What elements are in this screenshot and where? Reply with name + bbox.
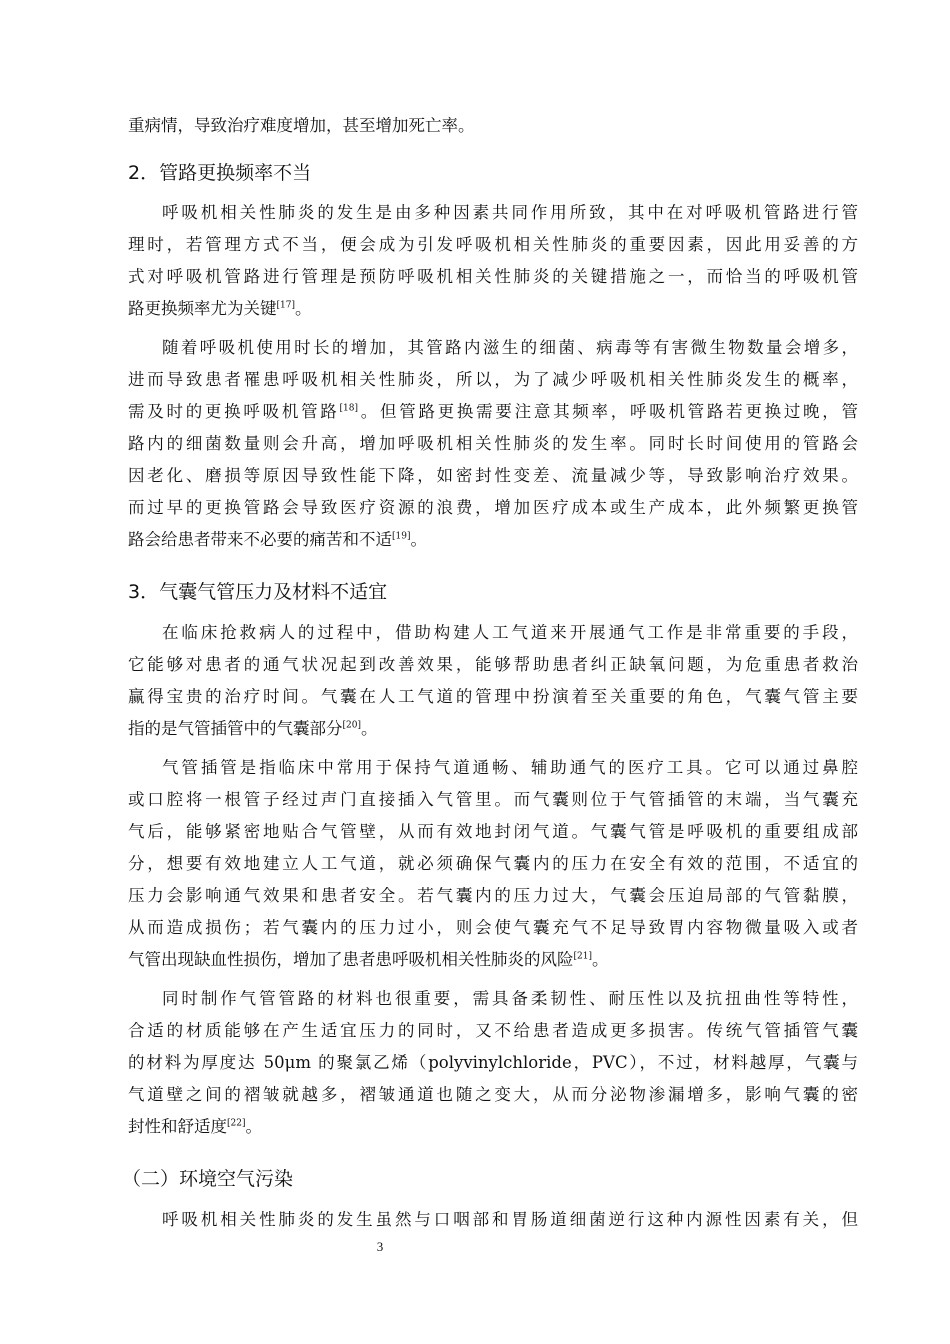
- paragraph-first-line: 呼吸机相关性肺炎的发生是由多种因素共同作用所致，其中在对呼吸机管路进行管: [162, 203, 858, 222]
- paragraph-first-line: 在临床抢救病人的过程中，借助构建人工气道来开展通气工作是非常重要的手段，: [162, 623, 858, 642]
- paragraph-first-line: 同时制作气管管路的材料也很重要，需具备柔韧性、耐压性以及抗扭曲性等特性，: [162, 989, 858, 1008]
- citation-ref: [17]: [276, 300, 295, 311]
- line-text-after: 。但管路更换需要注意其频率，呼吸机管路若更换过晚，管: [358, 402, 859, 421]
- page-number: 3: [376, 1239, 384, 1254]
- citation-ref: [22]: [227, 1118, 246, 1129]
- paragraph-line: [128, 400, 858, 424]
- paragraph-first-line: 呼吸机相关性肺炎的发生虽然与口咽部和胃肠道细菌逆行这种内源性因素有关，但: [162, 1210, 858, 1229]
- citation-ref: [19]: [392, 531, 411, 542]
- paragraph-line: 气后，能够紧密地贴合气管壁，从而有效地封闭气道。气囊气管是呼吸机的重要组成部: [128, 822, 858, 841]
- paragraph-line: 式对呼吸机管路进行管理是预防呼吸机相关性肺炎的关键措施之一，而恰当的呼吸机管: [128, 267, 858, 286]
- subsection-heading: 2．管路更换频率不当: [128, 162, 312, 184]
- line-text-after: 。: [591, 950, 609, 969]
- citation-ref: [21]: [573, 951, 592, 962]
- paragraph-line: 它能够对患者的通气状况起到改善效果，能够帮助患者纠正缺氧问题，为危重患者救治: [128, 655, 858, 674]
- paragraph-line: 或口腔将一根管子经过声门直接插入气管里。而气囊则位于气管插管的末端，当气囊充: [128, 790, 858, 809]
- paragraph-line: [128, 528, 858, 552]
- line-text: 路会给患者带来不必要的痛苦和不适: [128, 530, 392, 549]
- section-heading: （二）环境空气污染: [122, 1168, 294, 1190]
- line-text: 指的是气管插管中的气囊部分: [128, 719, 343, 738]
- line-text-after: 。: [245, 1117, 262, 1136]
- subsection-heading: 3．气囊气管压力及材料不适宜: [128, 581, 388, 603]
- line-text-after: 。: [294, 299, 312, 318]
- line-text: 封性和舒适度: [128, 1117, 227, 1136]
- line-text-after: 。: [410, 530, 427, 549]
- paragraph-line: 气道壁之间的褶皱就越多，褶皱通道也随之变大，从而分泌物渗漏增多，影响气囊的密: [128, 1085, 858, 1104]
- paragraph-line: 赢得宝贵的治疗时间。气囊在人工气道的管理中扮演着至关重要的角色，气囊气管主要: [128, 687, 858, 706]
- paragraph-line: 而过早的更换管路会导致医疗资源的浪费，增加医疗成本或生产成本，此外频繁更换管: [128, 498, 858, 517]
- paragraph-line: 进而导致患者罹患呼吸机相关性肺炎，所以，为了减少呼吸机相关性肺炎发生的概率，: [128, 370, 858, 389]
- paragraph-line: [128, 297, 858, 321]
- citation-ref: [18]: [339, 403, 359, 414]
- line-text-after: 。: [360, 719, 378, 738]
- paragraph-line: 的材料为厚度达 50μm 的聚氯乙烯（polyvinylchloride，PVC），不过，材料越厚，气囊与: [128, 1053, 858, 1072]
- paragraph-line: [128, 717, 858, 741]
- paragraph-line: 压力会影响通气效果和患者安全。若气囊内的压力过大，气囊会压迫局部的气管黏膜，: [128, 886, 858, 905]
- paragraph-line: [128, 948, 858, 972]
- paragraph-line: 因老化、磨损等原因导致性能下降，如密封性变差、流量减少等，导致影响治疗效果。: [128, 466, 858, 485]
- line-text: 需及时的更换呼吸机管路: [128, 402, 340, 421]
- paragraph-line: 重病情，导致治疗难度增加，甚至增加死亡率。: [128, 116, 475, 135]
- citation-ref: [20]: [342, 720, 361, 731]
- paragraph-line: 合适的材质能够在产生适宜压力的同时，又不给患者造成更多损害。传统气管插管气囊: [128, 1021, 858, 1040]
- paragraph-line: [128, 1115, 858, 1139]
- paragraph-first-line: 气管插管是指临床中常用于保持气道通畅、辅助通气的医疗工具。它可以通过鼻腔: [162, 758, 858, 777]
- line-text: 气管出现缺血性损伤，增加了患者患呼吸机相关性肺炎的风险: [128, 950, 574, 969]
- line-text: 路更换频率尤为关键: [128, 299, 277, 318]
- paragraph-first-line: 随着呼吸机使用时长的增加，其管路内滋生的细菌、病毒等有害微生物数量会增多，: [162, 338, 858, 357]
- paragraph-line: 理时，若管理方式不当，便会成为引发呼吸机相关性肺炎的重要因素，因此用妥善的方: [128, 235, 858, 254]
- paragraph-line: 路内的细菌数量则会升高，增加呼吸机相关性肺炎的发生率。同时长时间使用的管路会: [128, 434, 858, 453]
- paragraph-line: 从而造成损伤；若气囊内的压力过小，则会使气囊充气不足导致胃内容物微量吸入或者: [128, 918, 858, 937]
- paragraph-line: 分，想要有效地建立人工气道，就必须确保气囊内的压力在安全有效的范围，不适宜的: [128, 854, 858, 873]
